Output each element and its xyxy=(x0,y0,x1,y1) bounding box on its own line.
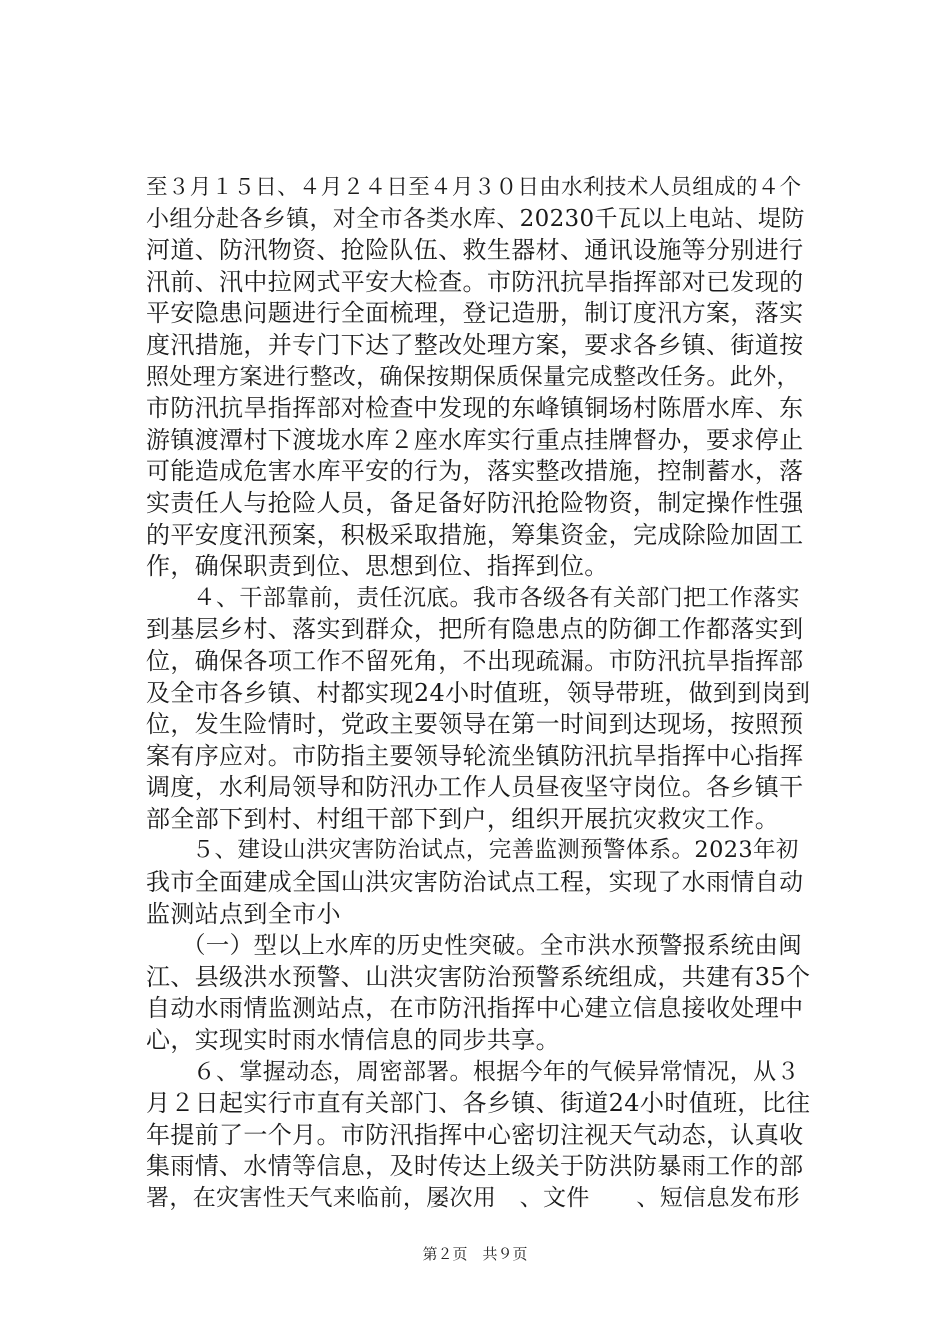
text-line: 的平安度汛预案，积极采取措施，筹集资金，完成除险加固工 xyxy=(146,520,804,549)
text-line: （一）型以上水库的历史性突破。全市洪水预警报系统由闽 xyxy=(146,931,803,960)
text-line: 署，在灾害性天气来临前，屡次用 、文件 、短信息发布形 xyxy=(146,1185,800,1211)
text-line: 可能造成危害水库平安的行为，落实整改措施，控制蓄水，落 xyxy=(146,457,804,486)
text-line: 河道、防汛物资、抢险队伍、救生器材、通讯设施等分别进行 xyxy=(146,236,804,265)
text-line: 及全市各乡镇、村都实现24小时值班，领导带班，做到到岗到 xyxy=(146,678,811,707)
text-line: 到基层乡村、落实到群众，把所有隐患点的防御工作都落实到 xyxy=(146,615,804,644)
text-line: 年提前了一个月。市防汛指挥中心密切注视天气动态，认真收 xyxy=(146,1120,804,1149)
text-line: 照处理方案进行整改，确保按期保质保量完成整改任务。此外， xyxy=(146,363,800,390)
text-line: 汛前、汛中拉网式平安大检查。市防汛抗旱指挥部对已发现的 xyxy=(146,267,804,296)
text-line: ４、干部靠前，责任沉底。我市各级各有关部门把工作落实 xyxy=(146,584,800,611)
text-line: 监测站点到全市小 xyxy=(146,899,341,928)
text-line: 游镇渡潭村下渡垅水库２座水库实行重点挂牌督办，要求停止 xyxy=(146,425,804,454)
text-line: 至３月１５日、４月２４日至４月３０日由水利技术人员组成的４个 xyxy=(146,175,802,200)
text-line: 自动水雨情监测站点，在市防汛指挥中心建立信息接收处理中 xyxy=(146,994,804,1023)
text-line: 小组分赴各乡镇，对全市各类水库、20230千瓦以上电站、堤防 xyxy=(146,205,805,232)
text-line: 度汛措施，并专门下达了整改处理方案，要求各乡镇、街道按 xyxy=(146,330,804,359)
text-line: 作，确保职责到位、思想到位、指挥到位。 xyxy=(146,552,609,581)
page-footer: 第２页 共９页 xyxy=(422,1245,528,1263)
text-line: ５、建设山洪灾害防治试点，完善监测预警体系。2023年初 xyxy=(146,837,799,864)
text-line: 位，发生险情时，党政主要领导在第一时间到达现场，按照预 xyxy=(146,710,804,739)
text-line: 月２日起实行市直有关部门、各乡镇、街道24小时值班，比往 xyxy=(146,1089,811,1118)
document-body xyxy=(146,172,810,1215)
text-line: 实责任人与抢险人员，备足备好防汛抢险物资，制定操作性强 xyxy=(146,488,804,517)
text-line: 集雨情、水情等信息，及时传达上级关于防洪防暴雨工作的部 xyxy=(146,1152,804,1181)
text-line: 平安隐患问题进行全面梳理，登记造册，制订度汛方案，落实 xyxy=(146,299,804,328)
text-line: 部全部下到村、村组干部下到户，组织开展抗灾救灾工作。 xyxy=(146,804,780,833)
text-line: 市防汛抗旱指挥部对检查中发现的东峰镇铜场村陈厝水库、东 xyxy=(146,394,804,423)
text-line: 位，确保各项工作不留死角，不出现疏漏。市防汛抗旱指挥部 xyxy=(146,646,804,675)
text-line: 案有序应对。市防指主要领导轮流坐镇防汛抗旱指挥中心指挥 xyxy=(146,741,804,770)
text-line: 我市全面建成全国山洪灾害防治试点工程，实现了水雨情自动 xyxy=(146,868,804,897)
text-line: 调度，水利局领导和防汛办工作人员昼夜坚守岗位。各乡镇干 xyxy=(146,773,804,802)
text-line: 江、县级洪水预警、山洪灾害防治预警系统组成，共建有35个 xyxy=(146,962,811,991)
text-line: ６、掌握动态，周密部署。根据今年的气候异常情况，从３ xyxy=(146,1058,800,1085)
text-line: 心，实现实时雨水情信息的同步共享。 xyxy=(146,1026,560,1055)
